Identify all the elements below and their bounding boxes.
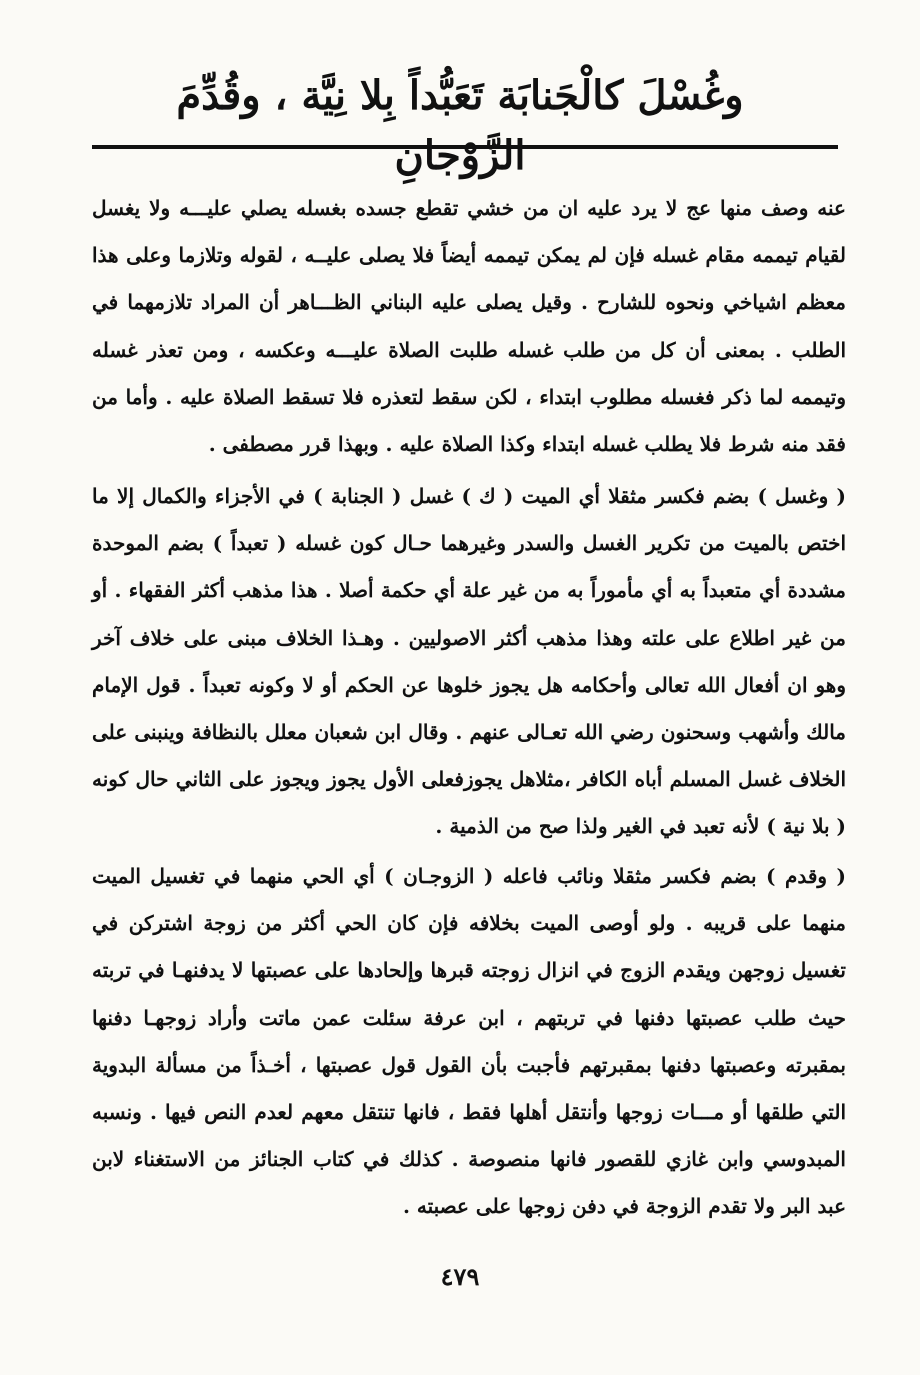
page-header-title: وغُسْلَ كالْجَنابَة تَعَبُّداً بِلا نِيَّة ، وقُدِّمَ الزَّوْجانِ (176, 72, 744, 179)
page-number: ٤٧٩ (440, 1262, 480, 1291)
paragraph-3: ( وقدم ) بضم فكسر مثقلا ونائب فاعله ( الزوجـان ) أي الحي منهما في تغسيل الميت منهما على قريبه . ولو أوصى الميت بخلافه فإن كان الحي أكثر من زوجة اشتركن في تغسيل زوجهن ويقدم الزوج في انزال زوجته قبرها وإلحادها على عصبتها لا يدفنهـا في تربته حيث طلب عصبتها دفنها في تربتهم ، ابن عرفة سئلت عمن ماتت وأراد زوجهـا دفنها بمقبرته وعصبتها دفنها بمقبرتهم فأجبت بأن القول قول عصبتها ، أخـذاً من مسألة البدوية التي طلقها أو مـــات زوجها وأنتقل أهلها فقط ، فانها تنتقل معهم لعدم النص فيها . ونسبه المبدوسي وابن غازي للقصور فانها منصوصة . كذلك في كتاب الجنائز من الاستغناء لابن عبد البر ولا تقدم الزوجة في دفن زوجها على عصبته . (92, 864, 846, 1219)
header-divider (92, 145, 838, 149)
paragraph-2: ( وغسل ) بضم فكسر مثقلا أي الميت ( ك ) غسل ( الجنابة ) في الأجزاء والكمال إلا ما اختص بالميت من تكرير الغسل والسدر وغيرهما حـال كون غسله ( تعبداً ) بضم الموحدة مشددة أي متعبداً به أي مأموراً به من غير علة أي حكمة أصلا . هذا مذهب أكثر الفقهاء . أو من غير اطلاع على علته وهذا مذهب أكثر الاصوليين . وهـذا الخلاف مبنى على خلاف آخر وهو ان أفعال الله تعالى وأحكامه هل يجوز خلوها عن الحكم أو لا وكونه تعبداً . قول الإمام مالك وأشهب وسحنون رضي الله تعـالى عنهم . وقال ابن شعبان معلل بالنظافة وينبنى على الخلاف غسل المسلم أباه الكافر ،مثلاهل يجوزفعلى الأول يجوز ويجوز على الثاني حال كونه ( بلا نية ) لأنه تعبد في الغير ولذا صح من الذمية . (92, 484, 846, 839)
paragraph-1: عنه وصف منها عج لا يرد عليه ان من خشي تقطع جسده بغسله يصلي عليـــه ولا يغسل لقيام تيممه مقام غسله فإن لم يمكن تيممه أيضاً فلا يصلى عليــه ، لقوله وتلازما وعلى هذا معظم اشياخي ونحوه للشارح . وقيل يصلى عليه البناني الظـــاهر أن المراد تلازمهما في الطلب . بمعنى أن كل من طلب غسله طلبت الصلاة عليـــه وعكسه ، ومن تعذر غسله وتيممه لما ذكر فغسله مطلوب ابتداء ، لكن سقط لتعذره فلا تسقط الصلاة عليه . وأما من فقد منه شرط فلا يطلب غسله ابتداء وكذا الصلاة عليه . وبهذا قرر مصطفى . (92, 196, 846, 457)
